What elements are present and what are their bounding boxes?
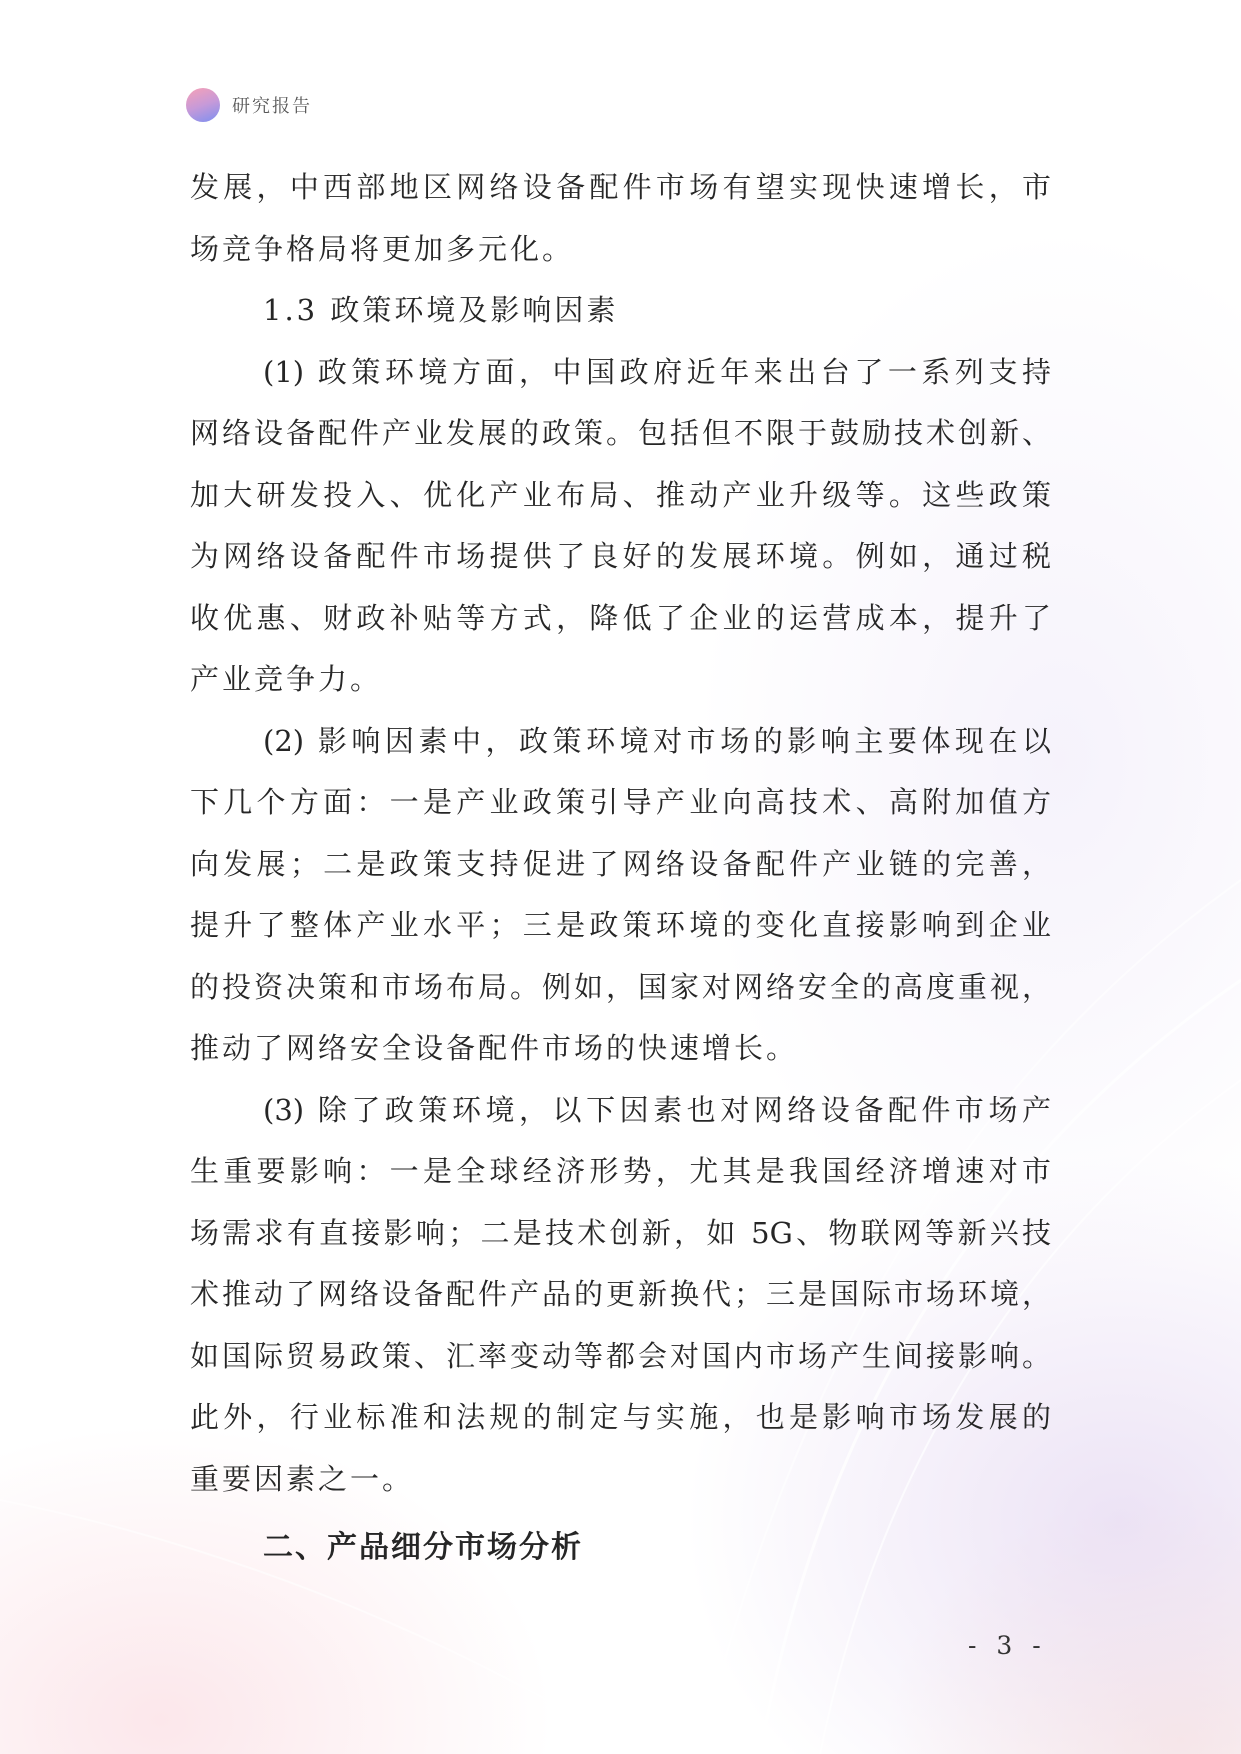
- header-label: 研究报告: [232, 96, 312, 117]
- text-line: (3) 除了政策环境，以下因素也对网络设备配件市场产: [263, 1092, 1051, 1127]
- logo-circle-icon: [186, 88, 220, 122]
- text-line: 加大研发投入、优化产业布局、推动产业升级等。这些政策: [190, 477, 1051, 512]
- text-line: 场竞争格局将更加多元化。: [190, 231, 575, 266]
- document-body: [190, 157, 1051, 1579]
- paragraph-3: [190, 1080, 1051, 1511]
- text-line: 产业竞争力。: [190, 662, 383, 696]
- text-line: 发展，中西部地区网络设备配件市场有望实现快速增长，市: [190, 170, 1051, 204]
- report-header: [186, 88, 312, 122]
- text-line: 如国际贸易政策、汇率变动等都会对国内市场产生间接影响。: [190, 1338, 1051, 1373]
- text-line: 重要因素之一。: [190, 1461, 415, 1496]
- text-line: 的投资决策和市场布局。例如，国家对网络安全的高度重视，: [190, 969, 1051, 1004]
- text-line: 向发展；二是政策支持促进了网络设备配件产业链的完善，: [190, 846, 1051, 881]
- text-line: 提升了整体产业水平；三是政策环境的变化直接影响到企业: [190, 908, 1051, 942]
- text-line: 此外，行业标准和法规的制定与实施，也是影响市场发展的: [190, 1400, 1051, 1434]
- text-line: (1) 政策环境方面，中国政府近年来出台了一系列支持: [263, 354, 1051, 389]
- subsection-title: 1.3 政策环境及影响因素: [263, 293, 619, 327]
- text-line: 术推动了网络设备配件产品的更新换代；三是国际市场环境，: [190, 1277, 1051, 1311]
- text-line: 网络设备配件产业发展的政策。包括但不限于鼓励技术创新、: [190, 416, 1051, 450]
- text-line: 下几个方面：一是产业政策引导产业向高技术、高附加值方: [190, 785, 1051, 819]
- section-title: 二、产品细分市场分析: [263, 1530, 583, 1565]
- text-line: 为网络设备配件市场提供了良好的发展环境。例如，通过税: [190, 539, 1051, 573]
- text-line: 生重要影响：一是全球经济形势，尤其是我国经济增速对市: [190, 1154, 1051, 1188]
- text-line: 场需求有直接影响；二是技术创新，如 5G、物联网等新兴技: [190, 1215, 1051, 1250]
- page-number: - 3 -: [968, 1631, 1047, 1660]
- text-line: 推动了网络安全设备配件市场的快速增长。: [190, 1031, 799, 1065]
- text-line: 收优惠、财政补贴等方式，降低了企业的运营成本，提升了: [190, 600, 1051, 635]
- paragraph-1: [190, 342, 1051, 711]
- paragraph-2: [190, 711, 1051, 1080]
- text-line: (2) 影响因素中，政策环境对市场的影响主要体现在以: [263, 723, 1051, 758]
